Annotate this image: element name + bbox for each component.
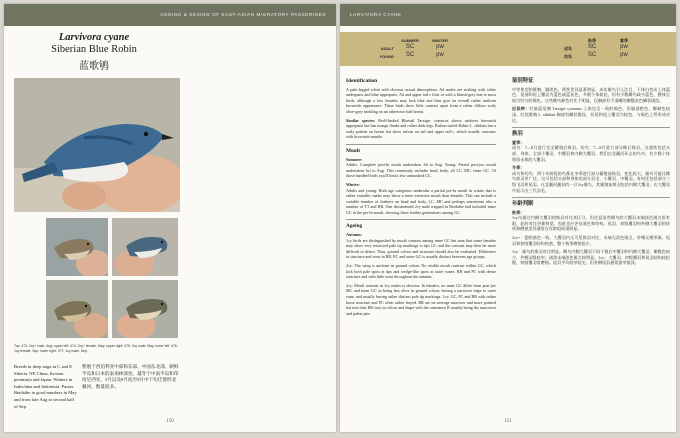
- identification-text-zh: 中等体型的歌鸲，脚淡色。两性差异显著明显，成年雄鸟引人注目，下体白色而上体蓝色。尾部和尾上覆羽为蓝色或蓝灰色，多数个体如此，但有少数雌鸟缺少蓝色，整体呈较为均匀的褐色。这些雌鸟颜色对比不明显，仅胸部有不清晰的橄榄灰色鳞状斑纹。: [512, 86, 670, 103]
- bird-photo-upper-right: [112, 218, 178, 276]
- row-label-young: YOUNG: [379, 54, 394, 59]
- cell-adult-winter: pw: [436, 44, 444, 50]
- running-header: LARVIVORA CYANE: [340, 4, 676, 26]
- section-title-ageing: Ageing: [346, 223, 363, 230]
- running-header: AGEING & SEXING OF EAST-ASIAN MIGRATORY PASSERINES: [4, 4, 336, 26]
- winter-title: Winter:: [346, 181, 360, 187]
- similar-species-text: Red-flanked Bluetail Tarsiger cyanurus shows uniform brownish upperparts but has orange flanks and rather dark legs. Rufous-tailed Robin L. sibilans has a scaly pattern on breast but show rufous on tail and upper tail-c, which usually contrasts with brownish mantle.: [346, 117, 497, 140]
- cell-young-spring: pw: [620, 52, 628, 58]
- page-number: 151: [504, 419, 512, 424]
- cell-adult-autumn: SC: [587, 44, 597, 50]
- summer-text-zh: 成鸟：7—8月进行完全繁殖后换羽。幼鸟：7—8月进行部分稚后换羽。这通常包括头部、身体、全部小覆羽、中覆羽和内侧大覆羽。我们在北戴河环志的鸟中，有少数个体保留未换的大覆羽。: [512, 145, 670, 162]
- section-title-moult: Moult: [346, 147, 361, 154]
- similar-species-text-zh: 红胁蓝尾鸲 Tarsiger cyanurus 上体也呈一致的褐色，但胁部橙色，脚颜色较深。红尾歌鸲 L. sibilans 胸部有鳞状斑纹，但尾和尾上覆羽为棕色，与褐色上背形成对比。: [512, 106, 670, 123]
- row-label-young-zh: 幼鸟: [564, 54, 572, 59]
- section-title-ageing-zh: 年龄判断: [512, 201, 534, 208]
- left-page: [4, 4, 336, 432]
- english-name: Siberian Blue Robin: [51, 44, 137, 55]
- photo-caption: Top: 473: 2cy+ male, Aug; upper left: 474: 2cy+ female, May; upper right: 475: 2cy male, May; lower left: 476: 1cy female, Sep; lower right: 477: 1cy male, Sep.: [14, 344, 178, 353]
- section-divider: [346, 144, 496, 145]
- autumn-title-zh: 秋季：: [512, 209, 525, 215]
- moult-table-chinese: [516, 38, 666, 66]
- bird-photo-lower-left: [46, 280, 108, 338]
- bird-photo-lower-right: [112, 280, 178, 338]
- similar-species-title-zh: 近似种：: [512, 106, 530, 112]
- cell-adult-summer: SC: [405, 44, 415, 50]
- summer-text: Adults: Complete post-br moult undertaken Jul to Aug. Young: Partial post-juv moult undertaken Jul to Aug. This commonly includes head, body, all LC, MC, inner GC. Of those handled birds you'll find a few unmoulted GC.: [346, 162, 496, 179]
- autumn-title: Autumn:: [346, 232, 362, 238]
- range-text-chinese: 繁殖于西伯利亚中部和东部、中国东北部、朝鲜半岛和日本的泰加林深处。越冬于中南半岛和印度尼西亚。5月以及8月底至9月中下旬迁徙经北戴河，数量较多。: [82, 364, 179, 389]
- right-page: [340, 4, 676, 432]
- col-header-autumn: 秋季: [588, 38, 596, 43]
- winter-text-zh: 成鸟和幼鸟：两个年龄段的鸟都在冬季进行部分繁殖前换羽，变化较大；雄鸟可能比雌鸟换羽更广泛。这可包括头部和身体的部分羽毛、小覆羽、中覆羽，有时还包括部分三级飞羽和尾羽。在北戴河捕获的一只2cy雄鸟，其繁殖前换羽包括内侧大覆羽，在大覆羽中显示出三代羽毛。: [512, 170, 670, 193]
- col-header-spring: 春季: [620, 38, 628, 43]
- section-divider: [512, 127, 670, 128]
- section-title-identification-zh: 鉴别特征: [512, 78, 534, 84]
- cell-young-winter: pw: [436, 52, 444, 58]
- col-header-winter: WINTER: [432, 38, 448, 43]
- row-label-adult: ADULT: [380, 46, 394, 51]
- chinese-name: 蓝歌鸲: [79, 61, 109, 72]
- winter-text: Adults and young: Both age categories undertake a partial pre-br moult in winter that is rather variable; males may show a more extensive moult than females. This can include a variable number of feathers on head and body, LC, MC and perhaps sometimes also a number of TT and RR. One documented 2cy male trapped in Beidaihe had included inner GC in the pre-br moult, showing three feather generations among GC.: [346, 187, 496, 215]
- english-column: [346, 76, 496, 319]
- identification-text: A pale-legged robin with obvious sexual dimorphism. Ad males are striking with white underparts and blue upperparts. Ad and upper tail-c blue or with a bluish-grey hue to most birds, although a few females may lack blue and then give an overall rather uniform brownish appearance. These birds show little contrast apart from a rather diffuse scaly olive-grey mottling on an otherwise buff breast.: [346, 86, 496, 114]
- cell-adult-spring: pw: [620, 44, 628, 50]
- col-header-summer: SUMMER: [401, 38, 419, 43]
- autumn-text-2: 2cy: The wing is uniform in ground colour. No visible moult contrast within GC, which lack both pale spots at tips and wedge-like spots at outer vanes. RR and PC with dense structure and with little wear throughout the autumn.: [346, 263, 496, 280]
- cell-young-summer: SC: [405, 52, 415, 58]
- chinese-column: [512, 76, 670, 269]
- autumn-text-3-zh: 1cy：雄鸟的换羽对比明显。雌鸟内侧大覆羽不同于稚后中覆羽和内侧大覆羽，橄榄色较少，外翈羽缘较窄，通常末端淡色斑点较明显。1cy：大覆羽、初级覆羽和尾羽结构较松散，初级覆羽常磨损。尾羽平均较窄较尖，但外侧尾羽通常最窄最淡。: [512, 249, 670, 266]
- summer-title: Summer:: [346, 156, 363, 162]
- autumn-text-zh: 1cy鸟通过内侧大覆羽的换羽对比来区分，但注意某些雌鸟的大覆羽末端淡色斑点很有限，此时对比更难察觉。因此也应评估基色和结构。尾羽、初级覆羽和外侧大覆羽的结构和磨损差异通常在年龄组间很明显。: [512, 215, 670, 232]
- autumn-text: 1cy birds are distinguished by moult contrast among inner GC but note that some females may show very restricted pale tip markings to tips GC and the contrast may then be more difficult to detect. Thus, ground colour and structure should also be evaluated. Difference in structure and wear in RR, PC and outer GC is usually distinct between age groups.: [346, 237, 496, 260]
- autumn-text-2-zh: 2cy+：翅的基色一致。大覆羽内无可见换羽对比，末端无淡色斑点，外翈无楔形斑。尾羽和初级覆羽结构致密，整个秋季磨损很少。: [512, 235, 670, 246]
- moult-table-english: [346, 38, 486, 66]
- section-divider: [512, 197, 670, 198]
- similar-species-title: Similar species:: [346, 117, 376, 123]
- cell-young-autumn: SC: [587, 52, 597, 58]
- bird-photo-upper-left: [46, 218, 108, 276]
- moult-strategy-table: [340, 32, 676, 66]
- main-bird-photo: [14, 78, 180, 212]
- autumn-text-3: 2cy: Moult contrast in 1cy males is obvious. In females, no inner GC differ from post-juv MC and inner GC in being less olive in ground colour, having a narrower edge to outer vane, and usually having rather distinct pale tip markings. 1cy: GC, PC and RR with rather loose structure and PC often rather frayed. RR are on average narrower and more pointed but note that RR vary in colour and shape with the outermost R usually being the narrowest and palest pair.: [346, 282, 496, 316]
- summer-title-zh: 夏季：: [512, 139, 525, 145]
- range-text-english: Breeds in deep taiga in C and E Siberia, NE China, Korean peninsula and Japan. Winters in Indochina and Indonesia. Passes Beidaihe in good numbers in May and from late Aug to second half of Sep.: [14, 364, 77, 409]
- section-divider: [346, 219, 496, 220]
- scientific-name: Larvivora cyane: [58, 32, 130, 43]
- section-title-moult-zh: 换羽: [512, 131, 523, 138]
- section-title-identification: Identification: [346, 78, 378, 84]
- species-title-block: [14, 32, 174, 72]
- winter-title-zh: 冬季：: [512, 165, 525, 171]
- row-label-adult-zh: 成鸟: [564, 46, 572, 51]
- page-number: 150: [166, 419, 174, 424]
